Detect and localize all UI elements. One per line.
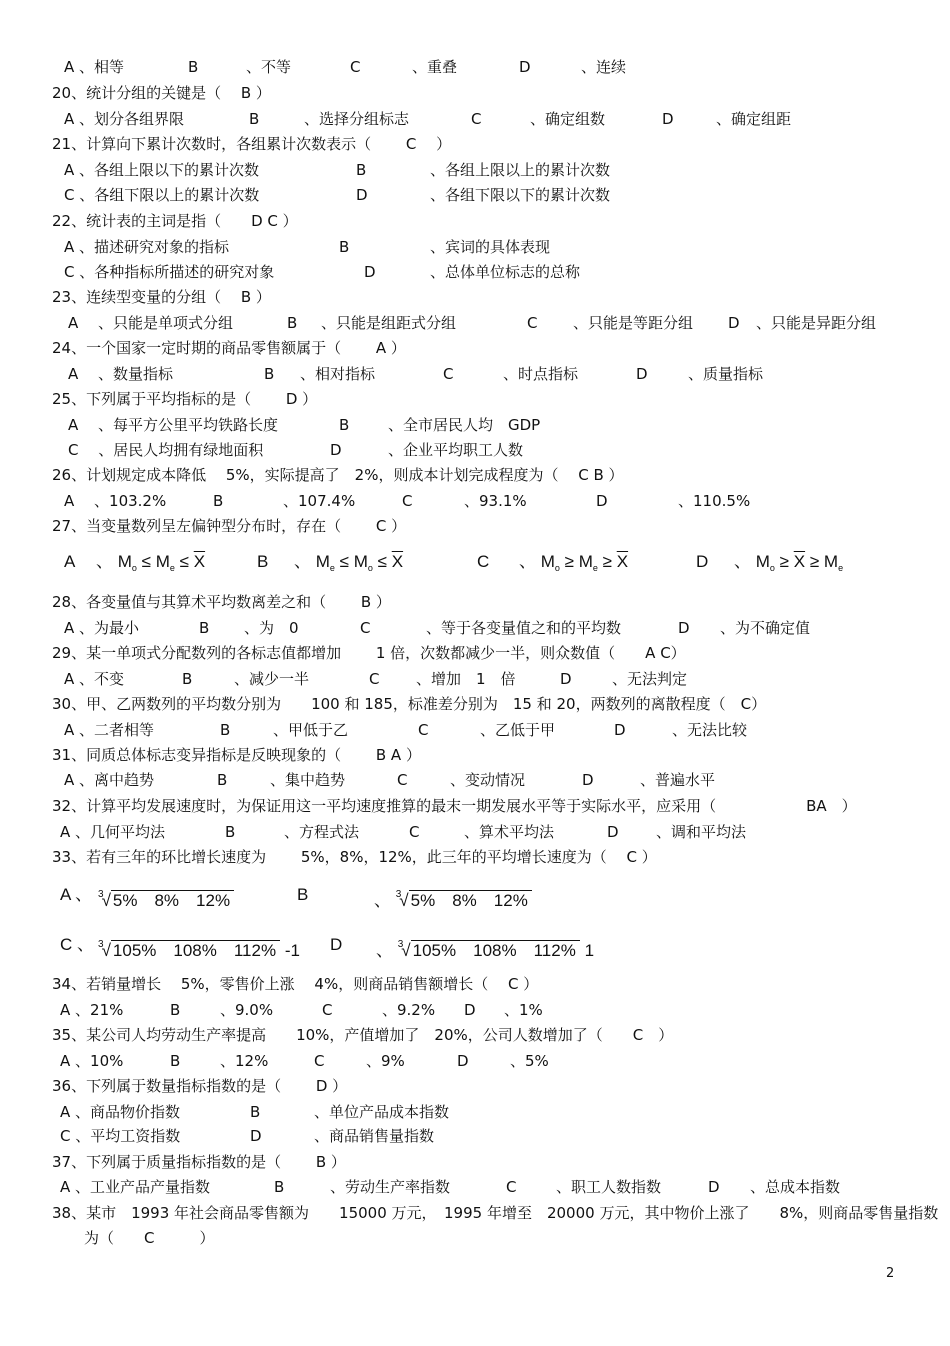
option-b: 、各组上限以上的累计次数	[430, 161, 611, 179]
option-c: 、93.1%	[464, 492, 527, 510]
option-d-letter: D	[678, 619, 690, 637]
q22-question: 22、统计表的主词是指（ D C ）	[52, 212, 298, 230]
option-c: 、9%	[366, 1052, 405, 1070]
root-index: 3	[98, 939, 104, 950]
option-b: 、全市居民人均 GDP	[388, 416, 541, 434]
option-a: A 、划分各组界限	[64, 110, 185, 128]
sub-o: o	[769, 563, 775, 573]
sep: 、	[374, 891, 391, 910]
option-c: 、乙低于甲	[480, 721, 556, 739]
option-c-letter: C	[314, 1052, 325, 1070]
option-d-formula	[734, 553, 843, 577]
option-a: A 、商品物价指数	[60, 1103, 181, 1121]
option-d-letter: D	[457, 1052, 469, 1070]
ge: ≥	[779, 552, 789, 571]
option-d-letter: D	[519, 58, 531, 76]
q23-question: 23、连续型变量的分组（ B ）	[52, 288, 271, 306]
option-b: 、劳动生产率指数	[330, 1178, 451, 1196]
option-a: A 、只能是单项式分组	[68, 314, 234, 332]
option-d-letter: D	[330, 441, 342, 459]
ge: ≥	[809, 552, 820, 571]
option-b-letter: B	[217, 771, 228, 789]
option-a: A 、为最小	[64, 619, 140, 637]
sep: 、	[96, 552, 113, 571]
ge: ≥	[564, 552, 574, 571]
radical-sign: √	[401, 941, 411, 960]
option-c: 、9.2%	[382, 1001, 436, 1019]
option-c: 、确定组数	[530, 110, 606, 128]
option-b-letter: B	[339, 238, 350, 256]
q30-question: 30、甲、乙两数列的平均数分别为 100 和 185，标准差分别为 15 和 20，两数列的离散程度（ C）	[52, 695, 767, 713]
ge: ≥	[602, 552, 612, 571]
option-a: A 、21%	[60, 1001, 124, 1019]
sep: 、	[519, 552, 536, 571]
option-c-letter: C	[369, 670, 380, 688]
le: ≤	[377, 552, 387, 571]
x-bar: $\overline{X}$	[391, 552, 404, 571]
option-c: 、算术平均法	[464, 823, 555, 841]
option-a-letter: A	[64, 552, 76, 571]
option-d-letter: D	[614, 721, 626, 739]
option-d-letter: D	[250, 1127, 262, 1145]
option-c: C 、各种指标所描述的研究对象	[64, 263, 275, 281]
option-a: A 、离中趋势	[64, 771, 155, 789]
option-c-letter: C	[418, 721, 429, 739]
minus-one: -1	[284, 941, 300, 960]
option-b-letter: B	[170, 1001, 181, 1019]
option-d-letter: D	[607, 823, 619, 841]
option-c-letter: C	[350, 58, 361, 76]
option-d-letter: D	[596, 492, 608, 510]
radicand: 105% 108% 112%	[411, 940, 580, 961]
me: M	[578, 552, 593, 571]
option-a: A 、每平方公里平均铁路长度	[68, 416, 279, 434]
option-d-letter: D	[330, 935, 343, 954]
option-b: 、只能是组距式分组	[321, 314, 457, 332]
option-a: A 、各组上限以下的累计次数	[64, 161, 260, 179]
option-d: 、商品销售量指数	[314, 1127, 435, 1145]
option-c-letter: C	[443, 365, 454, 383]
q37-question: 37、下列属于质量指标指数的是（ B ）	[52, 1153, 346, 1171]
x-bar: $\overline{X}$	[193, 552, 206, 571]
option-a: A 、103.2%	[64, 492, 167, 510]
option-c-letter: C	[477, 552, 490, 571]
option-d-letter: D	[636, 365, 648, 383]
option-c: 、等于各变量值之和的平均数	[426, 619, 622, 637]
option-a: A 、10%	[60, 1052, 124, 1070]
option-d: 、只能是异距分组	[756, 314, 877, 332]
option-a-formula	[96, 553, 205, 577]
option-c-letter: C	[360, 619, 371, 637]
option-b-letter: B	[188, 58, 199, 76]
option-d: 、确定组距	[716, 110, 792, 128]
option-b-letter: B	[274, 1178, 285, 1196]
option-c-formula	[519, 553, 628, 577]
le: ≤	[179, 552, 189, 571]
me: M	[155, 552, 170, 571]
option-a: A 、工业产品产量指数	[60, 1178, 211, 1196]
option-b-formula	[294, 553, 403, 577]
option-b-letter: B	[264, 365, 275, 383]
option-d: 、总体单位标志的总称	[430, 263, 581, 281]
option-c: 、只能是等距分组	[573, 314, 694, 332]
option-b-letter: B	[170, 1052, 181, 1070]
option-c: 、时点指标	[503, 365, 579, 383]
option-c: C 、居民人均拥有绿地面积	[68, 441, 264, 459]
root-index: 3	[397, 939, 404, 950]
option-d: 、5%	[510, 1052, 549, 1070]
q29-question: 29、某一单项式分配数列的各标志值都增加 1 倍，次数都减少一半，则众数值（ A C）	[52, 644, 686, 662]
option-b: 、方程式法	[284, 823, 360, 841]
option-c: 、变动情况	[450, 771, 526, 789]
option-c-letter: C	[322, 1001, 333, 1019]
option-b: 、107.4%	[283, 492, 356, 510]
option-c-letter: C	[471, 110, 482, 128]
me: M	[823, 552, 839, 571]
option-b-letter: B	[249, 110, 260, 128]
option-d-letter: D	[582, 771, 594, 789]
sub-e: e	[329, 563, 335, 573]
sep: 、	[734, 552, 751, 571]
option-b: 、单位产品成本指数	[314, 1103, 450, 1121]
option-b: 、12%	[220, 1052, 269, 1070]
option-b: 、甲低于乙	[273, 721, 349, 739]
option-d: 、连续	[581, 58, 627, 76]
option-c-letter: C	[527, 314, 538, 332]
sub-o: o	[367, 563, 373, 573]
option-d-formula	[376, 936, 594, 961]
option-b: 、集中趋势	[270, 771, 346, 789]
option-a: A 、描述研究对象的指标	[64, 238, 230, 256]
option-c: 、重叠	[412, 58, 458, 76]
q26-question: 26、计划规定成本降低 5%，实际提高了 2%，则成本计划完成程度为（ C B ）	[52, 466, 624, 484]
radicand: 105% 108% 112%	[111, 940, 280, 961]
q24-question: 24、一个国家一定时期的商品零售额属于（ A ）	[52, 339, 406, 357]
option-d: 、各组下限以下的累计次数	[430, 186, 611, 204]
option-b-letter: B	[356, 161, 367, 179]
option-c-letter: C 、	[60, 935, 94, 954]
option-c-letter: C	[402, 492, 413, 510]
q36-question: 36、下列属于数量指标指数的是（ D ）	[52, 1077, 348, 1095]
option-b: 、选择分组标志	[304, 110, 410, 128]
option-b-letter: B	[297, 885, 309, 904]
option-d-letter: D	[364, 263, 376, 281]
option-a: A 、相等	[64, 58, 125, 76]
sub-o: o	[131, 563, 137, 573]
q35-question: 35、某公司人均劳动生产率提高 10%，产值增加了 20%，公司人数增加了（ C ）	[52, 1026, 674, 1044]
option-d: 、调和平均法	[656, 823, 747, 841]
x-bar: $\overline{X}$	[793, 552, 806, 571]
option-a: A 、几何平均法	[60, 823, 166, 841]
page-number: 2	[886, 1266, 895, 1281]
option-d: 、无法比较	[672, 721, 748, 739]
le: ≤	[339, 552, 349, 571]
sub-e: e	[592, 563, 598, 573]
option-b: 、为 0	[244, 619, 299, 637]
q33-question: 33、若有三年的环比增长速度为 5%，8%，12%，此三年的平均增长速度为（ C ）	[52, 848, 657, 866]
radical-sign: √	[101, 941, 111, 960]
q27-question: 27、当变量数列呈左偏钟型分布时，存在（ C ）	[52, 517, 407, 535]
option-d: 、总成本指数	[750, 1178, 841, 1196]
option-d: 、普遍水平	[640, 771, 716, 789]
mo: M	[353, 552, 368, 571]
radical-sign: √	[101, 891, 111, 910]
sub-o: o	[554, 563, 560, 573]
sub-e: e	[838, 563, 844, 573]
q28-question: 28、各变量值与其算术平均数离差之和（ B ）	[52, 593, 391, 611]
option-d-letter: D	[662, 110, 674, 128]
option-d: 、无法判定	[612, 670, 688, 688]
option-c: 、职工人数指数	[556, 1178, 662, 1196]
option-d-letter: D	[708, 1178, 720, 1196]
me: M	[315, 552, 330, 571]
q32-question: 32、计算平均发展速度时，为保证用这一平均速度推算的最末一期发展水平等于实际水平，应采用（ BA ）	[52, 797, 857, 815]
option-c: C 、平均工资指数	[60, 1127, 181, 1145]
option-a-letter: A 、	[60, 885, 93, 904]
option-d: 、质量指标	[688, 365, 764, 383]
option-b-letter: B	[199, 619, 210, 637]
option-a: A 、数量指标	[68, 365, 174, 383]
option-b-formula	[374, 886, 532, 911]
option-b: 、不等	[246, 58, 292, 76]
option-c-letter: C	[397, 771, 408, 789]
option-a: A 、二者相等	[64, 721, 155, 739]
option-c-letter: C	[409, 823, 420, 841]
mo: M	[117, 552, 132, 571]
option-d: 、为不确定值	[720, 619, 811, 637]
option-b: 、减少一半	[234, 670, 310, 688]
q31-question: 31、同质总体标志变异指标是反映现象的（ B A ）	[52, 746, 421, 764]
option-c-formula	[98, 936, 300, 961]
option-d-letter: D	[696, 552, 709, 571]
option-d-letter: D	[728, 314, 740, 332]
q34-question: 34、若销量增长 5%，零售价上涨 4%，则商品销售额增长（ C ）	[52, 975, 539, 993]
option-d: 、企业平均职工人数	[388, 441, 524, 459]
option-b-letter: B	[250, 1103, 261, 1121]
option-b-letter: B	[182, 670, 193, 688]
option-c: C 、各组下限以上的累计次数	[64, 186, 260, 204]
radicand: 5% 8% 12%	[111, 890, 234, 911]
option-b-letter: B	[225, 823, 236, 841]
le: ≤	[141, 552, 151, 571]
option-b: 、宾词的具体表现	[430, 238, 551, 256]
q38-question: 38、某市 1993 年社会商品零售额为 15000 万元， 1995 年增至 20000 万元，其中物价上涨了 8%，则商品零售量指数	[52, 1204, 939, 1222]
sub-e: e	[169, 563, 175, 573]
option-d-letter: D	[356, 186, 368, 204]
root-index: 3	[98, 889, 104, 900]
option-a: A 、不变	[64, 670, 125, 688]
x-bar: $\overline{X}$	[616, 552, 629, 571]
mo: M	[755, 552, 770, 571]
q25-question: 25、下列属于平均指标的是（ D ）	[52, 390, 318, 408]
option-b: 、相对指标	[300, 365, 376, 383]
option-d: 、1%	[504, 1001, 543, 1019]
root-index: 3	[395, 889, 402, 900]
radicand: 5% 8% 12%	[409, 890, 532, 911]
sep: 、	[294, 552, 311, 571]
option-c: 、增加 1 倍	[416, 670, 516, 688]
sep: 、	[376, 941, 393, 960]
option-b: 、9.0%	[220, 1001, 274, 1019]
option-a-formula	[98, 886, 234, 911]
option-b-letter: B	[220, 721, 231, 739]
one: 1	[584, 941, 595, 960]
option-d-letter: D	[464, 1001, 476, 1019]
q20-question: 20、统计分组的关键是（ B ）	[52, 84, 271, 102]
option-c-letter: C	[506, 1178, 517, 1196]
radical-sign: √	[399, 891, 409, 910]
mo: M	[540, 552, 555, 571]
option-d-letter: D	[560, 670, 572, 688]
option-b-letter: B	[287, 314, 298, 332]
option-b-letter: B	[213, 492, 224, 510]
option-b-letter: B	[339, 416, 350, 434]
q38-question-cont: 为（ C ）	[84, 1229, 215, 1247]
option-d: 、110.5%	[678, 492, 751, 510]
q21-question: 21、计算向下累计次数时，各组累计次数表示（ C ）	[52, 135, 452, 153]
option-b-letter: B	[257, 552, 269, 571]
